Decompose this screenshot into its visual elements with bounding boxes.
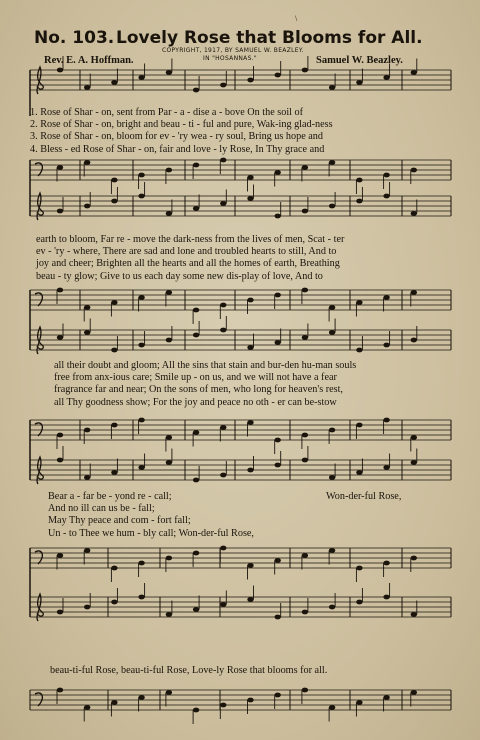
note-head: [411, 211, 417, 216]
note-head: [111, 470, 117, 475]
lyrics-system-2: [36, 234, 456, 283]
note-head: [356, 423, 362, 428]
note-head: [302, 458, 308, 463]
note-head: [356, 470, 362, 475]
note-head: [411, 690, 417, 695]
note-head: [84, 428, 90, 433]
composer-credit: Samuel W. Beazley.: [316, 55, 403, 66]
lyric-line: fragrance far and near; On the sons of men, who long for heaven's rest,: [54, 384, 343, 396]
note-head: [138, 695, 144, 700]
note-head: [356, 80, 362, 85]
note-head: [329, 85, 335, 90]
note-head: [302, 209, 308, 214]
note-head: [247, 563, 253, 568]
note-head: [411, 460, 417, 465]
source-line: IN "HOSANNAS.": [203, 55, 257, 62]
note-head: [302, 610, 308, 615]
note-head: [166, 556, 172, 561]
note-head: [356, 566, 362, 571]
note-head: [329, 475, 335, 480]
lyric-line: Un - to Thee we hum - bly call; Won-der-ful Rose,: [48, 527, 254, 539]
note-head: [383, 418, 389, 423]
note-head: [111, 178, 117, 183]
note-head: [220, 425, 226, 430]
note-head: [166, 211, 172, 216]
note-head: [111, 600, 117, 605]
note-head: [329, 305, 335, 310]
note-head: [356, 348, 362, 353]
note-head: [220, 602, 226, 607]
lyricist-credit: Rev. E. A. Hoffman.: [44, 55, 134, 66]
note-head: [84, 204, 90, 209]
lyric-line: joy and cheer; Brighten all the hearts and all the homes of earth, Breathing: [36, 258, 340, 270]
note-head: [166, 338, 172, 343]
note-head: [84, 305, 90, 310]
lyric-line: free from anx-ious care; Smile up - on us, and we will not have a fear: [54, 372, 337, 384]
note-head: [193, 88, 199, 93]
refrain-soprano: Won-der-ful Rose,: [326, 491, 402, 502]
note-head: [383, 194, 389, 199]
note-head: [111, 700, 117, 705]
note-head: [166, 290, 172, 295]
note-head: [302, 335, 308, 340]
lyrics-system-3: [54, 360, 474, 409]
lyric-line: And no ill can us be - fall;: [48, 503, 155, 515]
note-head: [247, 78, 253, 83]
note-head: [138, 295, 144, 300]
note-head: [220, 703, 226, 708]
note-head: [220, 303, 226, 308]
note-head: [356, 199, 362, 204]
note-head: [247, 468, 253, 473]
note-head: [166, 70, 172, 75]
note-head: [411, 435, 417, 440]
note-head: [220, 328, 226, 333]
note-head: [247, 345, 253, 350]
note-head: [57, 68, 63, 73]
note-head: [275, 693, 281, 698]
note-head: [111, 348, 117, 353]
lyric-line: all Thy goodness show; For the joy and peace no oth - er can be-stow: [54, 396, 337, 408]
note-head: [138, 418, 144, 423]
note-head: [329, 605, 335, 610]
lyrics-system-1: [30, 107, 450, 156]
lyrics-system-4: [48, 491, 254, 540]
note-head: [383, 173, 389, 178]
note-head: [329, 160, 335, 165]
note-head: [166, 168, 172, 173]
note-head: [57, 433, 63, 438]
note-head: [138, 194, 144, 199]
note-head: [329, 428, 335, 433]
note-head: [275, 558, 281, 563]
note-head: [275, 438, 281, 443]
note-head: [302, 288, 308, 293]
note-head: [383, 295, 389, 300]
note-head: [383, 343, 389, 348]
note-head: [57, 610, 63, 615]
note-head: [411, 556, 417, 561]
clefs: [35, 67, 43, 706]
note-head: [302, 68, 308, 73]
note-head: [220, 546, 226, 551]
note-head: [411, 612, 417, 617]
note-head: [111, 300, 117, 305]
note-head: [138, 343, 144, 348]
note-head: [166, 435, 172, 440]
note-head: [193, 607, 199, 612]
lyric-line: 1. Rose of Shar - on, sent from Par - a - dise a - bove On the soil of: [30, 107, 304, 118]
note-head: [275, 615, 281, 620]
note-head: [193, 708, 199, 713]
note-head: [138, 75, 144, 80]
note-head: [329, 705, 335, 710]
note-head: [247, 420, 253, 425]
note-head: [383, 595, 389, 600]
note-head: [302, 553, 308, 558]
note-head: [383, 465, 389, 470]
copyright-line: COPYRIGHT, 1917, BY SAMUEL W. BEAZLEY.: [162, 47, 304, 54]
lyric-line: May Thy peace and com - fort fall;: [48, 515, 191, 527]
hymn-number: No. 103.: [34, 28, 115, 48]
note-head: [411, 290, 417, 295]
note-head: [302, 433, 308, 438]
lyric-line: ev - 'ry - where, There are sad and lone and troubled hearts to still, And to: [36, 246, 337, 258]
note-head: [138, 561, 144, 566]
note-head: [356, 600, 362, 605]
note-head: [138, 173, 144, 178]
note-head: [411, 70, 417, 75]
note-head: [275, 73, 281, 78]
note-head: [356, 300, 362, 305]
note-head: [411, 168, 417, 173]
note-head: [329, 204, 335, 209]
note-head: [84, 160, 90, 165]
note-head: [57, 553, 63, 558]
note-head: [247, 175, 253, 180]
hymn-title: Lovely Rose that Blooms for All.: [116, 28, 423, 48]
note-head: [356, 178, 362, 183]
note-head: [275, 340, 281, 345]
note-head: [275, 170, 281, 175]
note-head: [220, 201, 226, 206]
note-head: [247, 298, 253, 303]
note-head: [329, 548, 335, 553]
note-head: [383, 561, 389, 566]
note-head: [193, 478, 199, 483]
lyric-line: Bear a - far be - yond re - call;: [48, 491, 172, 502]
note-head: [302, 688, 308, 693]
note-head: [57, 209, 63, 214]
note-head: [193, 333, 199, 338]
note-head: [220, 473, 226, 478]
note-head: [356, 700, 362, 705]
note-head: [57, 458, 63, 463]
note-head: [57, 688, 63, 693]
note-head: [166, 612, 172, 617]
lyric-line: all their doubt and gloom; All the sins that stain and bur-den hu-man souls: [54, 360, 357, 371]
note-head: [302, 165, 308, 170]
note-head: [166, 690, 172, 695]
note-head: [193, 206, 199, 211]
note-head: [275, 293, 281, 298]
note-head: [193, 551, 199, 556]
note-head: [138, 465, 144, 470]
note-head: [57, 165, 63, 170]
lyric-line: beau - ty glow; Give to us each day some new dis-play of love, And to: [36, 270, 323, 282]
note-head: [193, 430, 199, 435]
note-head: [84, 548, 90, 553]
note-head: [111, 566, 117, 571]
note-head: [57, 288, 63, 293]
note-head: [247, 597, 253, 602]
note-head: [220, 158, 226, 163]
note-head: [166, 460, 172, 465]
note-head: [84, 85, 90, 90]
note-head: [84, 705, 90, 710]
note-head: [193, 163, 199, 168]
note-head: [411, 338, 417, 343]
page-mark: \: [295, 14, 298, 23]
note-head: [84, 475, 90, 480]
lyric-line: 2. Rose of Shar - on, bright and beau - ti - ful and pure, Wak-ing glad-ness: [30, 119, 333, 131]
note-head: [138, 595, 144, 600]
lyric-line: 4. Bless - ed Rose of Shar - on, fair and love - ly Rose, In Thy grace and: [30, 143, 325, 155]
note-head: [111, 80, 117, 85]
note-head: [193, 308, 199, 313]
note-head: [247, 698, 253, 703]
note-head: [383, 695, 389, 700]
note-head: [247, 196, 253, 201]
lyric-line: 3. Rose of Shar - on, bloom for ev - 'ry wea - ry soul, Bring us hope and: [30, 131, 323, 143]
note-head: [111, 423, 117, 428]
note-head: [383, 75, 389, 80]
note-head: [275, 463, 281, 468]
lyric-line: earth to bloom, Far re - move the dark-ness from the lives of men, Scat - ter: [36, 234, 345, 245]
note-head: [84, 605, 90, 610]
note-head: [84, 330, 90, 335]
note-head: [57, 335, 63, 340]
note-head: [111, 199, 117, 204]
note-head: [220, 83, 226, 88]
note-head: [329, 330, 335, 335]
note-head: [275, 214, 281, 219]
lyrics-system-5: beau-ti-ful Rose, beau-ti-ful Rose, Love-ly Rose that blooms for all.: [50, 665, 328, 676]
